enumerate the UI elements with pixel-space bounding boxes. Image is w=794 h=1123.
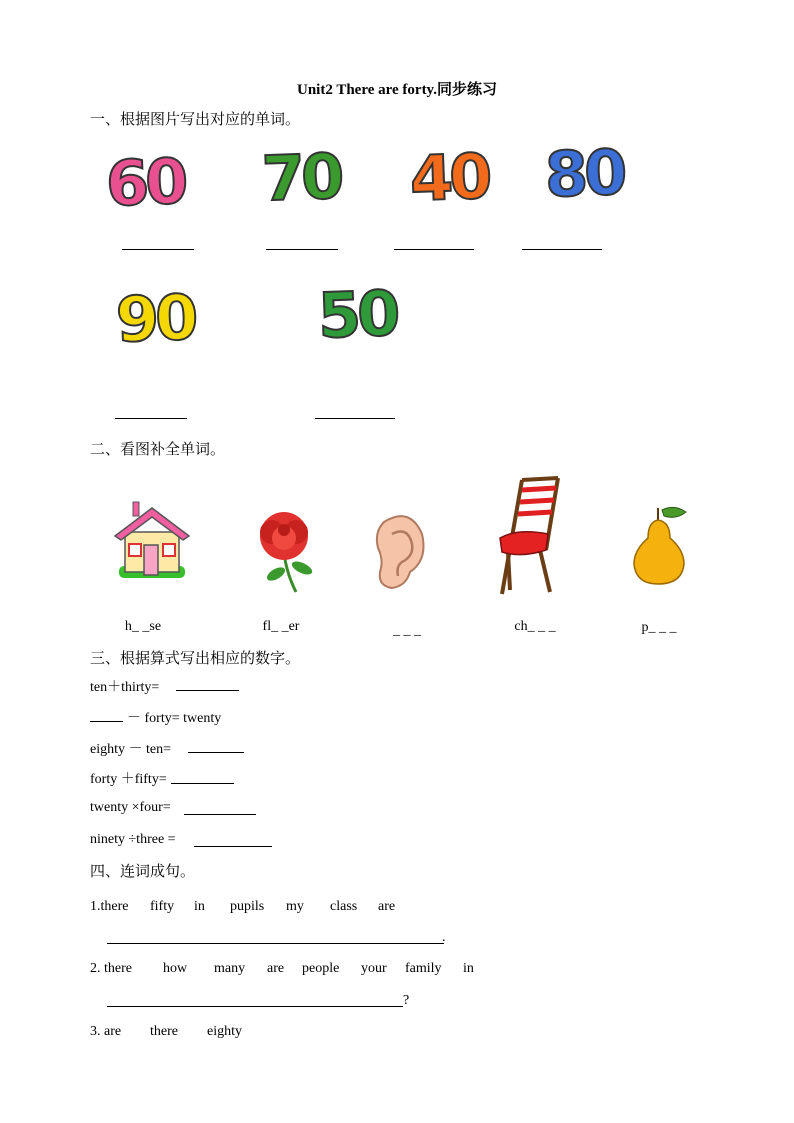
number-70-image: 70 (260, 139, 342, 216)
q2-answer-line[interactable] (107, 1006, 403, 1007)
equation-3-blank[interactable] (188, 752, 244, 753)
q3-word: eighty (207, 1024, 242, 1039)
equation-4-blank[interactable] (171, 783, 234, 784)
answer-blank-80[interactable] (522, 249, 602, 250)
equation-2-blank[interactable] (90, 721, 123, 722)
equation-1: ten＋thirty= (90, 680, 160, 695)
section1-heading: 一、根据图片写出对应的单词。 (90, 110, 301, 128)
q1-number: 1.there (90, 899, 129, 914)
q2-word: people (302, 961, 340, 976)
equation-1-blank[interactable] (176, 690, 239, 691)
q3-number: 3. are (90, 1024, 122, 1039)
house-icon (111, 500, 191, 582)
fill-word-chair: ch_ _ _ (514, 619, 556, 634)
chair-icon (488, 474, 568, 598)
q3-word: there (150, 1024, 178, 1039)
rose-icon (242, 508, 326, 594)
equation-5-blank[interactable] (184, 814, 256, 815)
q1-word: fifty (150, 899, 175, 914)
q2-word: many (214, 961, 246, 976)
equation-5: twenty ×four= (90, 800, 171, 815)
q2-word: are (267, 961, 285, 976)
q2-word: in (463, 961, 474, 976)
q2-end-mark: ? (403, 993, 410, 1008)
q1-end-mark: . (442, 930, 446, 945)
number-80-image: 80 (543, 135, 625, 212)
equation-6: ninety ÷three = (90, 832, 176, 847)
fill-word-ear: _ _ _ (393, 623, 421, 638)
q1-word: are (378, 899, 396, 914)
pear-icon (628, 504, 688, 586)
number-60-image: 60 (104, 144, 186, 221)
answer-blank-90[interactable] (115, 418, 187, 419)
fill-word-pear: p_ _ _ (641, 620, 677, 635)
page-title: Unit2 There are forty.同步练习 (297, 82, 497, 98)
q1-word: class (330, 899, 358, 914)
q1-word: pupils (230, 899, 265, 914)
section2-heading: 二、看图补全单词。 (90, 440, 226, 458)
fill-word-flower: fl_ _er (262, 619, 300, 634)
section4-heading: 四、连词成句。 (90, 862, 196, 880)
section3-heading: 三、根据算式写出相应的数字。 (90, 649, 301, 667)
q1-word: in (194, 899, 205, 914)
answer-blank-40[interactable] (394, 249, 474, 250)
number-40-image: 40 (408, 139, 490, 216)
equation-4: forty ＋fifty= (90, 772, 167, 787)
equation-6-blank[interactable] (194, 846, 272, 847)
q2-word: your (361, 961, 387, 976)
equation-3: eighty － ten= (90, 742, 171, 757)
q2-number: 2. there (90, 961, 132, 976)
answer-blank-70[interactable] (266, 249, 338, 250)
ear-icon (370, 512, 430, 592)
number-90-image: 90 (114, 280, 196, 357)
q1-word: my (286, 899, 304, 914)
answer-blank-50[interactable] (315, 418, 395, 419)
q2-word: family (405, 961, 442, 976)
equation-2: － forty= twenty (127, 711, 222, 726)
q1-answer-line[interactable] (107, 943, 444, 944)
answer-blank-60[interactable] (122, 249, 194, 250)
q2-word: how (163, 961, 188, 976)
fill-word-house: h_ _se (124, 619, 162, 634)
number-50-image: 50 (316, 276, 398, 353)
